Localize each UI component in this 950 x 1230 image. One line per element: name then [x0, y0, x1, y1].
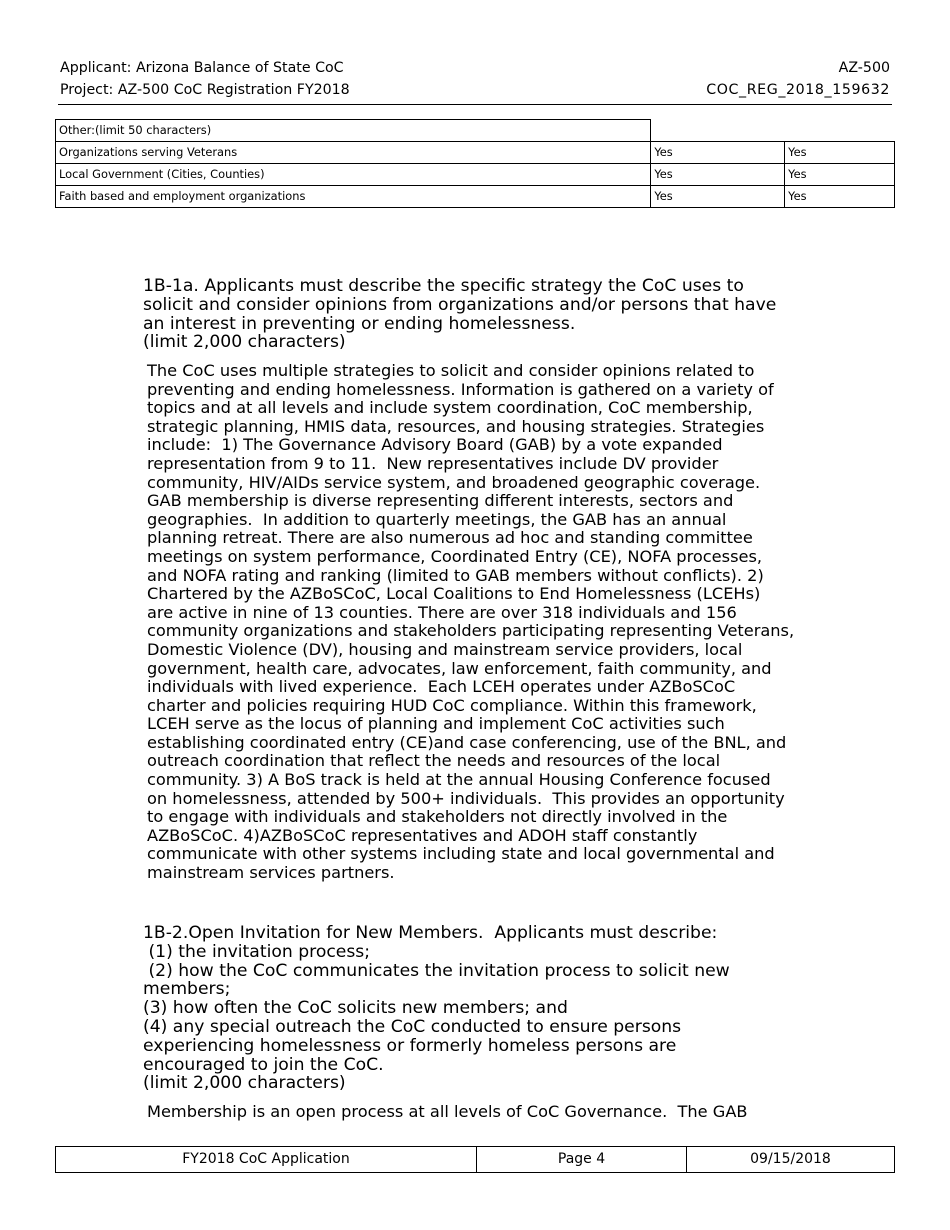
table-cell-label: Organizations serving Veterans [56, 142, 651, 164]
answer-line: topics and at all levels and include system coordination, CoC membership, [147, 398, 753, 418]
table-cell-votes: Yes [785, 186, 895, 208]
answer-line: meetings on system performance, Coordinated Entry (CE), NOFA processes, [147, 546, 763, 566]
answer-line: charter and policies requiring HUD CoC compliance. Within this framework, [147, 695, 757, 715]
answer-line: LCEH serve as the locus of planning and implement CoC activities such [147, 714, 725, 734]
registration-id: COC_REG_2018_159632 [706, 82, 890, 98]
answer-line: Domestic Violence (DV), housing and mainstream service providers, local [147, 639, 743, 659]
answer-line: community, HIV/AIDs service system, and broadened geographic coverage. [147, 472, 761, 492]
table-cell-participates: Yes [651, 164, 785, 186]
applicant-label: Applicant: Arizona Balance of State CoC [60, 60, 344, 76]
table-cell-label: Faith based and employment organizations [56, 186, 651, 208]
question-line: (1) the invitation process; [143, 941, 371, 962]
answer-line: Membership is an open process at all levels of CoC Governance. The GAB [147, 1102, 748, 1121]
answer-line: geographies. In addition to quarterly meetings, the GAB has an annual [147, 509, 727, 529]
question-1b-1a [143, 277, 823, 352]
answer-line: planning retreat. There are also numerous ad hoc and standing committee [147, 528, 753, 548]
question-line: 1B-1a. Applicants must describe the specific strategy the CoC uses to [143, 276, 744, 296]
footer-date: 09/15/2018 [687, 1147, 895, 1173]
answer-line: community organizations and stakeholders participating representing Veterans, [147, 621, 795, 641]
page-footer [55, 1146, 895, 1173]
table-row [56, 186, 895, 208]
question-line: experiencing homelessness or formerly homeless persons are [143, 1035, 677, 1056]
footer-application: FY2018 CoC Application [56, 1147, 477, 1173]
page-header [58, 58, 892, 105]
answer-line: mainstream services partners. [147, 863, 395, 883]
answer-line: and NOFA rating and ranking (limited to GAB members without conflicts). 2) [147, 565, 764, 585]
answer-line: strategic planning, HMIS data, resources, and housing strategies. Strategies [147, 416, 765, 436]
table-cell-votes: Yes [785, 142, 895, 164]
question-line: encouraged to join the CoC. [143, 1054, 384, 1075]
question-line: 1B-2.Open Invitation for New Members. Applicants must describe: [143, 923, 718, 943]
table-row [56, 164, 895, 186]
answer-line: communicate with other systems including state and local governmental and [147, 844, 775, 864]
answer-line: to engage with individuals and stakeholders not directly involved in the [147, 807, 728, 827]
table-row [56, 142, 895, 164]
question-line: solicit and consider opinions from organizations and/or persons that have [143, 294, 777, 315]
question-line: members; [143, 979, 231, 1000]
answer-line: outreach coordination that reflect the needs and resources of the local [147, 751, 721, 771]
answer-line: representation from 9 to 11. New representatives include DV provider [147, 453, 719, 473]
table-cell-label: Other:(limit 50 characters) [56, 120, 651, 142]
answer-line: include: 1) The Governance Advisory Board (GAB) by a vote expanded [147, 435, 723, 455]
table-cell-empty [651, 120, 895, 142]
answer-line: on homelessness, attended by 500+ individuals. This provides an opportunity [147, 788, 785, 808]
coc-code: AZ-500 [838, 60, 890, 76]
question-line: (limit 2,000 characters) [143, 1073, 346, 1094]
answer-line: community. 3) A BoS track is held at the annual Housing Conference focused [147, 770, 771, 790]
organizations-table [55, 119, 895, 208]
answer-line: Chartered by the AZBoSCoC, Local Coalitions to End Homelessness (LCEHs) [147, 584, 761, 604]
answer-1b-1a [147, 362, 827, 883]
answer-line: The CoC uses multiple strategies to solicit and consider opinions related to [147, 361, 755, 380]
answer-line: individuals with lived experience. Each LCEH operates under AZBoSCoC [147, 677, 736, 697]
project-label: Project: AZ-500 CoC Registration FY2018 [60, 82, 350, 98]
question-line: (3) how often the CoC solicits new members; and [143, 998, 568, 1019]
answer-line: government, health care, advocates, law enforcement, faith community, and [147, 658, 772, 678]
answer-line: establishing coordinated entry (CE)and case conferencing, use of the BNL, and [147, 732, 787, 752]
table-row [56, 120, 895, 142]
table-cell-participates: Yes [651, 142, 785, 164]
question-line: (4) any special outreach the CoC conducted to ensure persons [143, 1016, 682, 1037]
footer-page-number: Page 4 [477, 1147, 687, 1173]
question-line: an interest in preventing or ending homelessness. [143, 313, 576, 334]
table-cell-participates: Yes [651, 186, 785, 208]
question-line: (limit 2,000 characters) [143, 332, 346, 353]
table-cell-label: Local Government (Cities, Counties) [56, 164, 651, 186]
table-cell-votes: Yes [785, 164, 895, 186]
answer-line: GAB membership is diverse representing different interests, sectors and [147, 491, 734, 511]
answer-1b-2 [147, 1103, 827, 1122]
question-1b-2 [143, 924, 823, 1093]
answer-line: preventing and ending homelessness. Information is gathered on a variety of [147, 379, 774, 399]
answer-line: AZBoSCoC. 4)AZBoSCoC representatives and ADOH staff constantly [147, 825, 698, 845]
question-line: (2) how the CoC communicates the invitation process to solicit new [143, 960, 730, 981]
answer-line: are active in nine of 13 counties. There are over 318 individuals and 156 [147, 602, 737, 622]
